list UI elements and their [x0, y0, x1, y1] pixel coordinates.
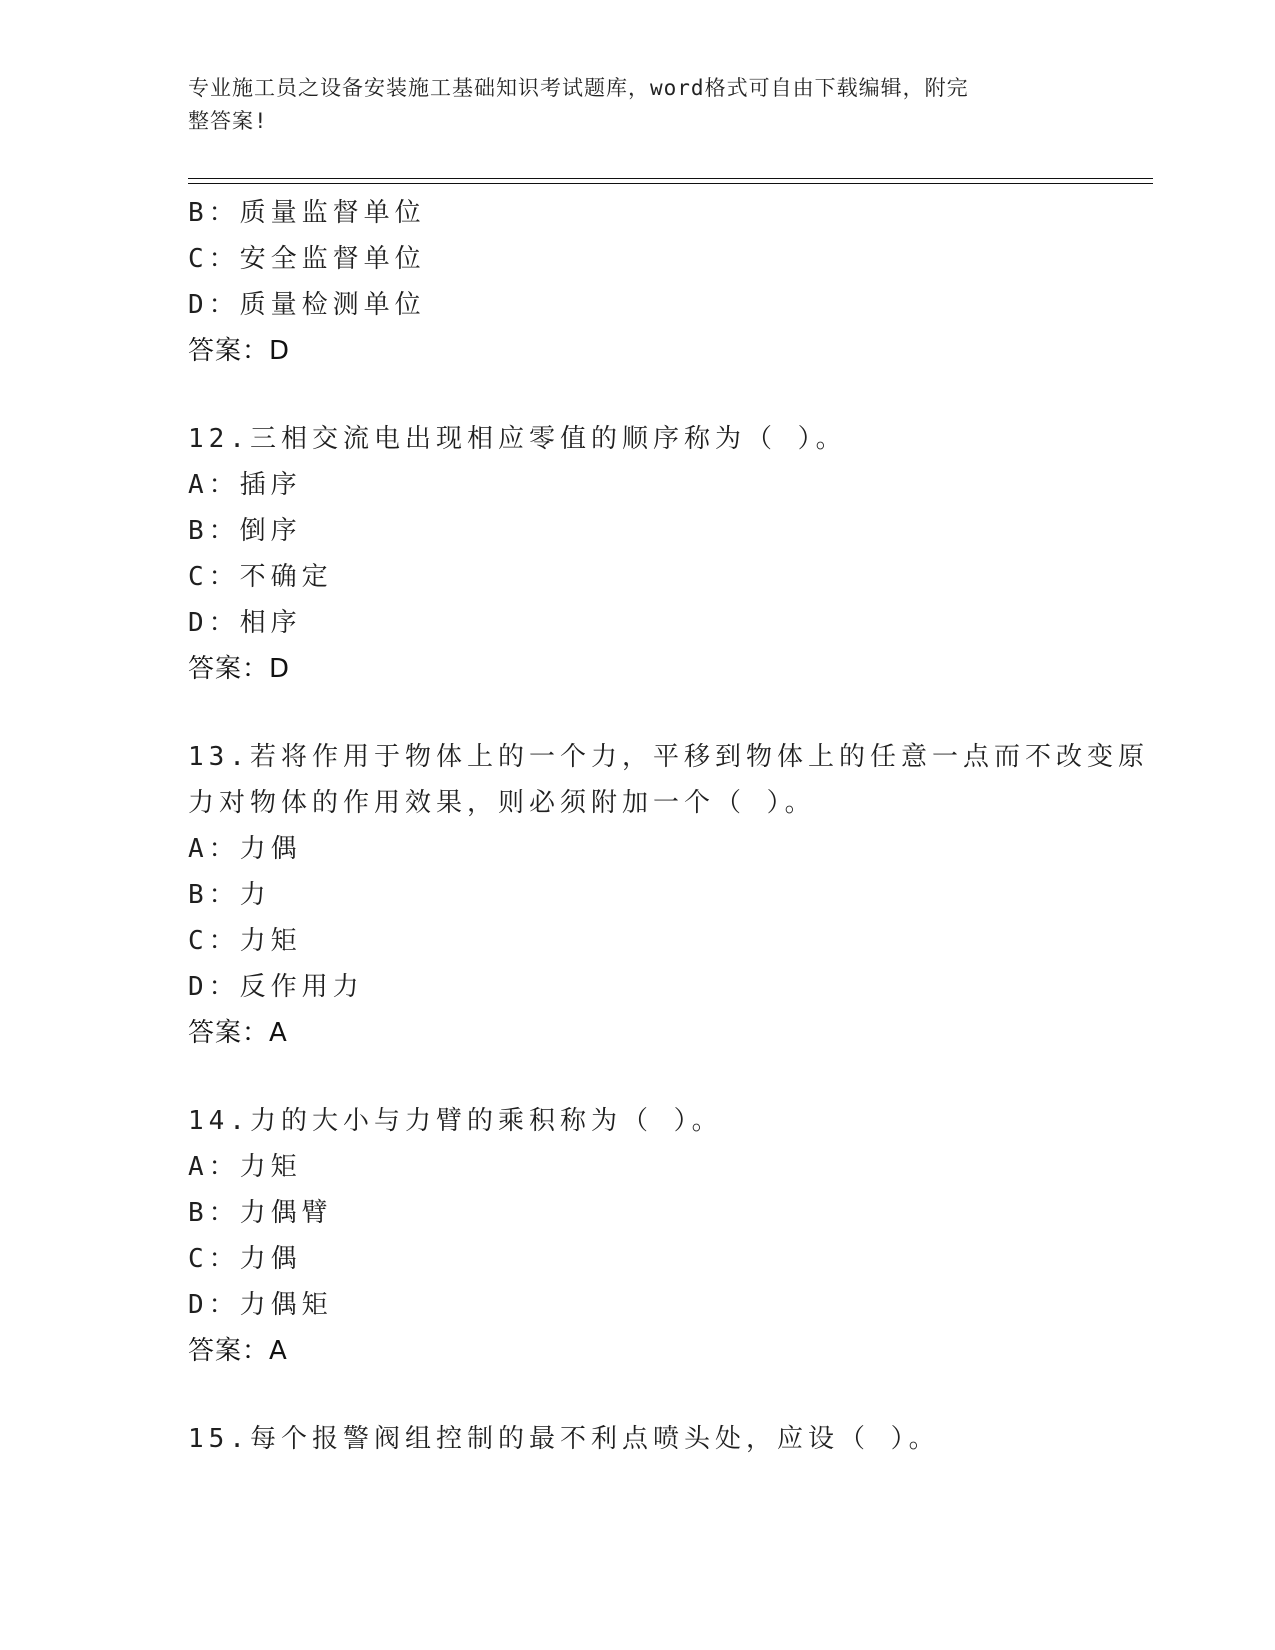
question-stem: 12.三相交流电出现相应零值的顺序称为（ ）。: [188, 424, 847, 454]
header-line-1: 专业施工员之设备安装施工基础知识考试题库，word格式可自由下载编辑，附完: [188, 76, 969, 100]
header-divider-top: [188, 178, 1153, 179]
question-14: [188, 1098, 1088, 1374]
option-b: B：力偶臂: [188, 1198, 333, 1228]
header-line-2: 整答案!: [188, 109, 268, 133]
option-b: B：力: [188, 880, 271, 910]
answer-line: 答案：A: [188, 1336, 288, 1366]
option-d: D：力偶矩: [188, 1290, 333, 1320]
spacer: [188, 692, 1088, 734]
option-c: C：力矩: [188, 926, 302, 956]
option-c: C：安全监督单位: [188, 244, 426, 274]
option-b: B：倒序: [188, 516, 302, 546]
answer-line: 答案：D: [188, 336, 291, 366]
question-15: [188, 1416, 1088, 1462]
option-a: A：力矩: [188, 1152, 302, 1182]
spacer: [188, 374, 1088, 416]
option-b: B：质量监督单位: [188, 198, 426, 228]
option-d: D：质量检测单位: [188, 290, 426, 320]
option-c: C：力偶: [188, 1244, 302, 1274]
answer-line: 答案：D: [188, 654, 291, 684]
question-list: [188, 190, 1149, 1462]
spacer: [188, 1374, 1088, 1416]
question-stem-continued: 力对物体的作用效果，则必须附加一个（ ）。: [188, 788, 816, 818]
answer-line: 答案：A: [188, 1018, 288, 1048]
spacer: [188, 1056, 1088, 1098]
option-a: A：力偶: [188, 834, 302, 864]
option-c: C：不确定: [188, 562, 333, 592]
header-divider-bottom: [188, 183, 1153, 184]
option-a: A：插序: [188, 470, 302, 500]
question-12: [188, 416, 1088, 692]
document-header: [188, 72, 1068, 138]
question-fragment: [188, 190, 1088, 374]
question-13: [188, 734, 1149, 1056]
option-d: D：相序: [188, 608, 302, 638]
question-stem: 13.若将作用于物体上的一个力，平移到物体上的任意一点而不改变原: [188, 742, 1149, 772]
question-stem: 15.每个报警阀组控制的最不利点喷头处，应设（ ）。: [188, 1424, 940, 1454]
option-d: D：反作用力: [188, 972, 364, 1002]
question-stem: 14.力的大小与力臂的乘积称为（ ）。: [188, 1106, 723, 1136]
